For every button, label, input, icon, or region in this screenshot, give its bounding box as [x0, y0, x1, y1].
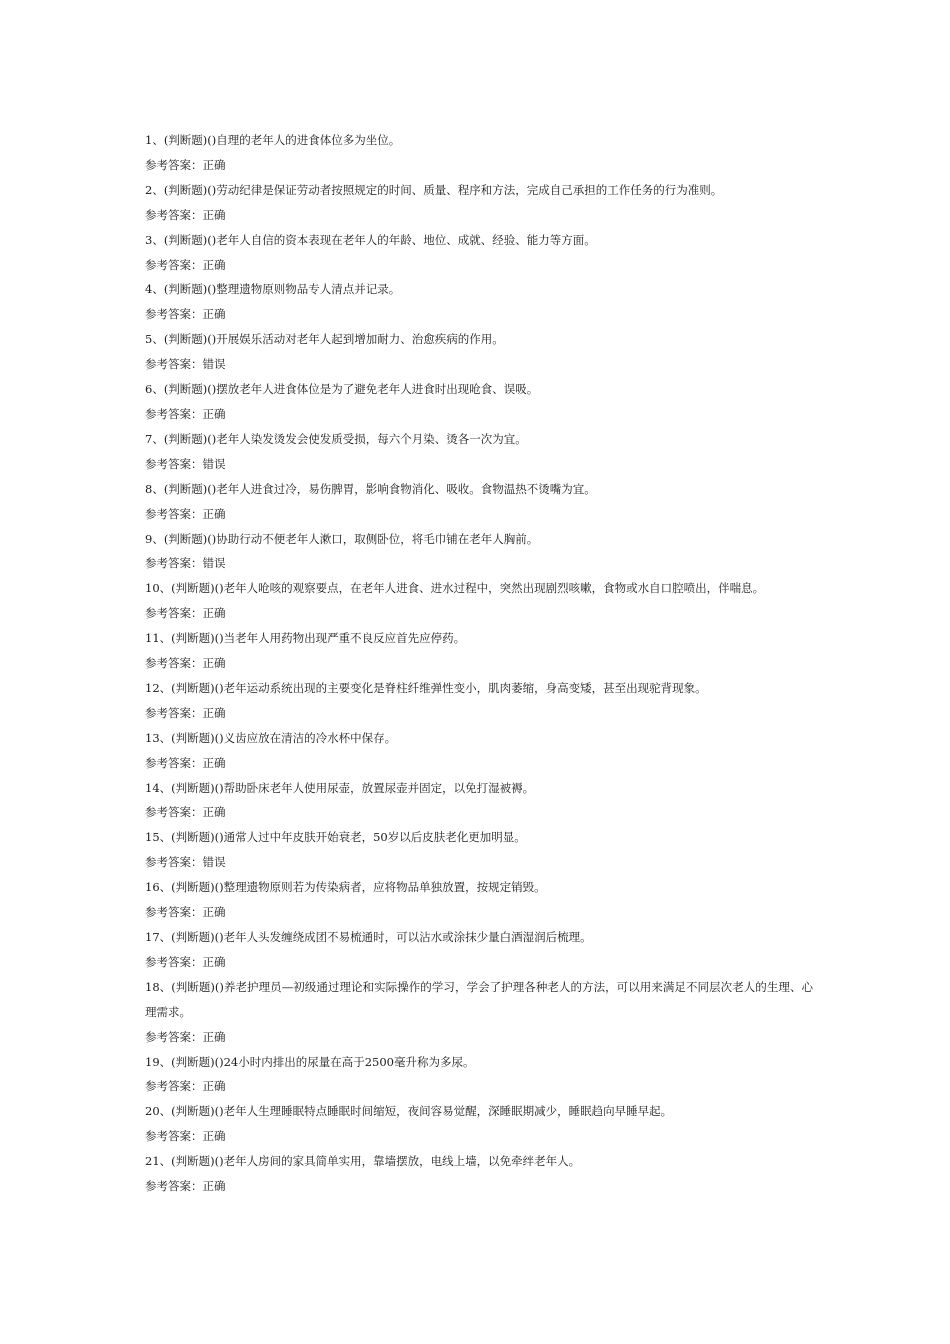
question-text: 1、(判断题)()自理的老年人的进食体位多为坐位。: [145, 133, 401, 147]
question-text: 2、(判断题)()劳动纪律是保证劳动者按照规定的时间、质量、程序和方法，完成自己承担的工作任务的行为准则。: [145, 182, 723, 197]
question-text: 3、(判断题)()老年人自信的资本表现在老年人的年龄、地位、成就、经验、能力等方面。: [145, 232, 596, 247]
answer-label: 参考答案：: [145, 1079, 203, 1094]
answer-line: [145, 701, 813, 726]
answer-line: [145, 253, 813, 278]
answer-line: [145, 402, 813, 427]
answer-line: [145, 203, 813, 228]
answer-value: 正确: [202, 1179, 226, 1194]
answer-label: 参考答案：: [145, 357, 203, 372]
answer-value: 正确: [202, 705, 226, 720]
answer-label: 参考答案：: [145, 506, 203, 521]
question-item-9: [145, 527, 813, 577]
question-text: 5、(判断题)()开展娱乐活动对老年人起到增加耐力、治愈疾病的作用。: [145, 332, 504, 347]
answer-label: 参考答案：: [145, 905, 203, 920]
answer-label: 参考答案：: [145, 456, 203, 471]
answer-line: [145, 1074, 813, 1099]
question-item-5: [145, 327, 813, 377]
answer-label: 参考答案：: [145, 1179, 203, 1194]
question-text: 11、(判断题)()当老年人用药物出现严重不良反应首先应停药。: [145, 631, 466, 646]
answer-value: 正确: [202, 954, 226, 969]
answer-value: 正确: [202, 1129, 226, 1144]
question-item-17: [145, 925, 813, 975]
question-item-11: [145, 626, 813, 676]
answer-label: 参考答案：: [145, 556, 203, 571]
question-item-1: [145, 128, 813, 178]
answer-label: 参考答案：: [145, 705, 203, 720]
answer-label: 参考答案：: [145, 954, 203, 969]
answer-line: [145, 800, 813, 825]
question-item-21: [145, 1149, 813, 1199]
answer-line: [145, 850, 813, 875]
answer-value: 正确: [202, 1029, 226, 1044]
question-text: 9、(判断题)()协助行动不便老年人漱口，取侧卧位，将毛巾铺在老年人胸前。: [145, 531, 539, 546]
answer-label: 参考答案：: [145, 1129, 203, 1144]
question-item-6: [145, 377, 813, 427]
answer-label: 参考答案：: [145, 207, 203, 222]
question-text: 14、(判断题)()帮助卧床老年人使用尿壶，放置尿壶并固定，以免打湿被褥。: [145, 780, 535, 795]
answer-value: 正确: [202, 606, 226, 621]
answer-label: 参考答案：: [145, 257, 203, 272]
answer-line: [145, 1174, 813, 1199]
answer-line: [145, 900, 813, 925]
answer-value: 正确: [202, 257, 226, 272]
answer-value: 正确: [202, 307, 226, 322]
answer-line: [145, 601, 813, 626]
answer-label: 参考答案：: [145, 606, 203, 621]
question-text: 4、(判断题)()整理遗物原则物品专人清点并记录。: [145, 282, 401, 297]
question-text: 21、(判断题)()老年人房间的家具简单实用，靠墙摆放，电线上墙，以免牵绊老年人。: [145, 1154, 581, 1169]
answer-label: 参考答案：: [145, 656, 203, 671]
answer-label: 参考答案：: [145, 1029, 203, 1044]
question-text: 17、(判断题)()老年人头发缠绕成团不易梳通时，可以沾水或涂抹少量白酒湿润后梳理。: [145, 930, 592, 944]
question-item-3: [145, 228, 813, 278]
question-item-7: [145, 427, 813, 477]
answer-value: 错误: [202, 456, 226, 471]
answer-value: 正确: [202, 207, 226, 222]
answer-line: [145, 153, 813, 178]
answer-label: 参考答案：: [145, 855, 203, 870]
answer-line: [145, 651, 813, 676]
question-text: 13、(判断题)()义齿应放在清洁的冷水杯中保存。: [145, 730, 397, 745]
answer-label: 参考答案：: [145, 805, 203, 820]
answer-line: [145, 551, 813, 576]
answer-line: [145, 302, 813, 327]
answer-value: 正确: [202, 755, 226, 770]
answer-value: 正确: [202, 905, 226, 920]
answer-value: 正确: [202, 506, 226, 521]
question-item-20: [145, 1099, 813, 1149]
answer-label: 参考答案：: [145, 406, 203, 421]
question-text: 20、(判断题)()老年人生理睡眠特点睡眠时间缩短，夜间容易觉醒，深睡眠期减少，睡眠趋向早睡早起。: [145, 1104, 673, 1119]
answer-label: 参考答案：: [145, 157, 203, 172]
question-item-18: [145, 975, 813, 1050]
answer-value: 正确: [202, 406, 226, 421]
answer-line: [145, 1025, 813, 1050]
question-text: 15、(判断题)()通常人过中年皮肤开始衰老，50岁以后皮肤老化更加明显。: [145, 830, 526, 845]
question-item-14: [145, 776, 813, 826]
question-text: 12、(判断题)()老年运动系统出现的主要变化是脊柱纤维弹性变小，肌肉萎缩，身高变矮，甚至出现驼背现象。: [145, 680, 707, 695]
question-item-19: [145, 1050, 813, 1100]
answer-value: 错误: [202, 855, 226, 870]
question-list: [145, 128, 813, 1199]
answer-label: 参考答案：: [145, 307, 203, 322]
question-item-15: [145, 825, 813, 875]
answer-line: [145, 502, 813, 527]
answer-line: [145, 950, 813, 975]
question-item-16: [145, 875, 813, 925]
answer-line: [145, 751, 813, 776]
question-item-12: [145, 676, 813, 726]
answer-line: [145, 1124, 813, 1149]
answer-value: 正确: [202, 157, 226, 172]
question-text: 10、(判断题)()老年人呛咳的观察要点，在老年人进食、进水过程中，突然出现剧烈咳嗽，食物或水自口腔喷出，伴喘息。: [145, 581, 765, 596]
question-item-10: [145, 576, 813, 626]
question-text: 16、(判断题)()整理遗物原则若为传染病者，应将物品单独放置，按规定销毁。: [145, 880, 546, 895]
answer-line: [145, 352, 813, 377]
question-item-4: [145, 277, 813, 327]
question-text: 8、(判断题)()老年人进食过冷，易伤脾胃，影响食物消化、吸收。食物温热不烫嘴为宜。: [145, 481, 596, 496]
answer-value: 错误: [202, 556, 226, 571]
answer-value: 正确: [202, 1079, 226, 1094]
question-item-2: [145, 178, 813, 228]
question-item-8: [145, 477, 813, 527]
question-text: 19、(判断题)()24小时内排出的尿量在高于2500毫升称为多尿。: [145, 1054, 475, 1069]
answer-value: 正确: [202, 805, 226, 820]
answer-label: 参考答案：: [145, 755, 203, 770]
question-item-13: [145, 726, 813, 776]
question-text: 6、(判断题)()摆放老年人进食体位是为了避免老年人进食时出现呛食、误吸。: [145, 382, 539, 397]
answer-value: 错误: [202, 357, 226, 372]
question-text: 7、(判断题)()老年人染发烫发会使发质受损，每六个月染、烫各一次为宜。: [145, 431, 527, 446]
answer-value: 正确: [202, 656, 226, 671]
question-text: 18、(判断题)()养老护理员—初级通过理论和实际操作的学习，学会了护理各种老人的方法，可以用来满足不同层次老人的生理、心理需求。: [145, 979, 813, 1019]
answer-line: [145, 452, 813, 477]
